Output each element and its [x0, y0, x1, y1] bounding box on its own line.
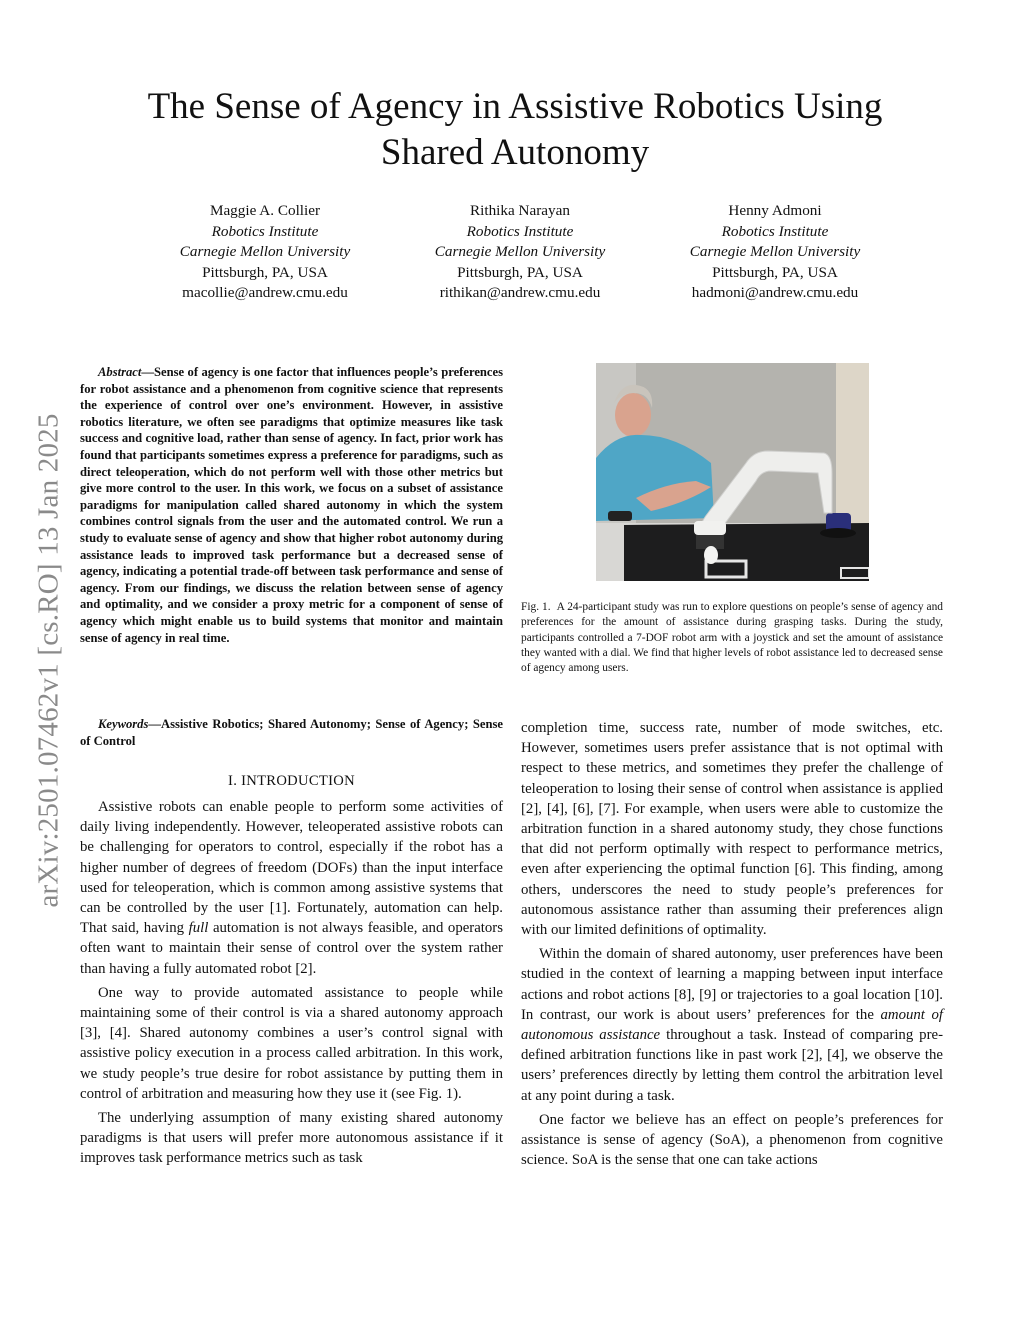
- author-organization: Carnegie Mellon University: [434, 243, 606, 261]
- title-line-1: The Sense of Agency in Assistive Robotics Using: [147, 86, 883, 127]
- paragraph-text: automation is not always feasible, and operators often want to maintain their sense of control over the system rather than having a fully automated robot [2].: [80, 920, 503, 977]
- author-email: hadmoni@andrew.cmu.edu: [691, 284, 859, 302]
- keywords-text: —Assistive Robotics; Shared Autonomy; Sense of Agency; Sense of Control: [80, 717, 503, 748]
- section-heading-introduction: I. INTRODUCTION: [228, 773, 355, 789]
- author-2: [395, 201, 645, 304]
- intro-right-column: [521, 718, 943, 1174]
- emphasis-text: amount of autonomous assistance: [521, 1006, 944, 1044]
- author-organization: Carnegie Mellon University: [689, 243, 861, 261]
- author-name: Maggie A. Collier: [209, 202, 321, 219]
- author-3: [650, 201, 900, 304]
- paragraph-text: Assistive robots can enable people to perform some activities of daily living independently. However, teleoperated assistive robots can be challenging for operators to control, especially if the robot has a higher number of degrees of freedom (DOFs) than the input interface used for teleoperation, which is common among assistive systems that can be controlled by the user [1]. Fortunately, automation can help. That said, having: [80, 799, 503, 937]
- author-department: Robotics Institute: [466, 222, 574, 240]
- author-department: Robotics Institute: [211, 222, 319, 240]
- author-location: Pittsburgh, PA, USA: [202, 263, 328, 281]
- intro-right-paragraph-3: One factor we believe has an effect on people’s preferences for assistance is sense of agency (SoA), a phenomenon from cognitive science. SoA is the sense that one can take actions: [521, 1111, 943, 1169]
- author-location: Pittsburgh, PA, USA: [712, 263, 838, 281]
- intro-paragraph-3: The underlying assumption of many existing shared autonomy paradigms is that users will prefer more autonomous assistance if it improves task performance metrics such as task: [80, 1110, 503, 1167]
- robot-study-photo-illustration: [596, 363, 869, 581]
- keywords-label: Keywords: [98, 717, 149, 731]
- intro-paragraph-1: [80, 797, 503, 979]
- figure-1-photo: [596, 363, 869, 581]
- author-name: Henny Admoni: [728, 202, 822, 219]
- author-1: [140, 201, 390, 304]
- author-email: rithikan@andrew.cmu.edu: [439, 284, 601, 302]
- emphasis-text: full: [188, 920, 209, 937]
- intro-right-paragraph-2: [521, 944, 943, 1106]
- arxiv-identifier-text: arXiv:2501.07462v1 [cs.RO] 13 Jan 2025: [32, 412, 65, 908]
- paragraph-text: Within the domain of shared autonomy, user preferences have been studied in the context of learning a mapping between input interface actions and robot actions [8], [9] or trajectories to a goal location [10]. In contrast, our work is about users’ preferences for the: [521, 946, 943, 1023]
- figure-1-caption: [521, 600, 943, 676]
- keywords: [80, 716, 503, 750]
- author-organization: Carnegie Mellon University: [179, 243, 351, 261]
- paper-title: [80, 84, 950, 176]
- caption-text: A 24-participant study was run to explore questions on people’s sense of agency and preferences for the amount of assistance during grasping tasks. During the study, participants controlled a 7-DOF robot arm with a joystick and set the amount of assistance they wanted with a dial. We find that higher levels of robot assistance led to decreased sense of agency among users.: [521, 601, 943, 675]
- author-location: Pittsburgh, PA, USA: [457, 263, 583, 281]
- author-block: [140, 201, 900, 304]
- intro-right-paragraph-1: completion time, success rate, number of mode switches, etc. However, sometimes users prefer assistance that is not optimal with respect to these metrics, and sometimes they prefer the challenge of teleoperation to losing their sense of control when assistance is applied [2], [4], [6], [7]. For example, when users were able to customize the arbitration function in a shared autonomy study, they chose functions that did not perform optimally with respect to performance metrics, even after experiencing the optimal function [6]. This finding, among others, underscores the need to study people’s preferences for autonomous assistance rather than assuming their preferences align with our limited definitions of optimality.: [521, 720, 943, 939]
- abstract-label: Abstract: [98, 365, 142, 379]
- intro-left-column: [80, 797, 503, 1173]
- abstract: [80, 364, 503, 646]
- figure-label: Fig. 1.: [521, 601, 551, 613]
- arxiv-identifier-stamp: [24, 360, 74, 960]
- paragraph-text: throughout a task. Instead of comparing pre-defined arbitration functions like in past work [2], [4], we observe the users’ preferences directly by letting them control the arbitration level at any point during a task.: [521, 1027, 944, 1104]
- intro-paragraph-2: One way to provide automated assistance to people while maintaining some of their control is via a shared autonomy approach [3], [4]. Shared autonomy combines a user’s control signal with assistive policy execution in a process called arbitration. In this work, we study people’s true desire for robot assistance by putting them in control of arbitration and measuring how they use it (see Fig. 1).: [80, 984, 503, 1102]
- author-department: Robotics Institute: [721, 222, 829, 240]
- author-name: Rithika Narayan: [470, 202, 570, 219]
- author-email: macollie@andrew.cmu.edu: [182, 284, 348, 302]
- abstract-text: —Sense of agency is one factor that influences people’s preferences for robot assistance and a phenomenon from cognitive science that represents the experience of control over one’s environment. However, in assistive robotics literature, we often see paradigms that optimize measures like task success and cognitive load, rather than sense of agency. In fact, prior work has found that participants sometimes express a preference for paradigms, such as direct teleoperation, which do not perform well with those other metrics but give more control to the user. In this work, we focus on a subset of assistance paradigms for manipulation called shared autonomy in which the system combines control signals from the user and the automated control. We run a study to evaluate sense of agency and show that higher robot autonomy during assistance leads to improved task performance but a decreased sense of agency, indicating a potential trade-off between task performance and sense of agency. From our findings, we discuss the relation between sense of agency and optimality, and we consider a proxy metric for a component of sense of agency which might enable us to build systems that monitor and maintain sense of agency in real time.: [80, 365, 503, 645]
- title-line-2: Shared Autonomy: [380, 132, 650, 173]
